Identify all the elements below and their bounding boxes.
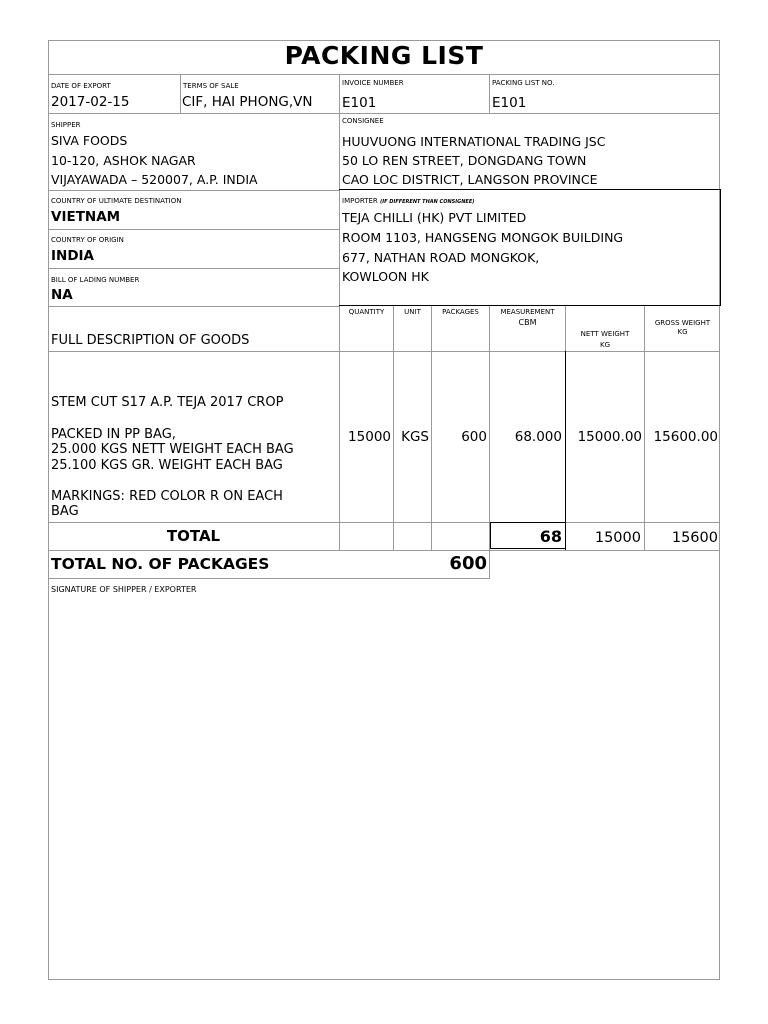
importer-line: TEJA CHILLI (HK) PVT LIMITED bbox=[342, 210, 527, 225]
date-of-export-label: DATE OF EXPORT bbox=[51, 82, 111, 90]
quantity-header: QUANTITY bbox=[348, 308, 385, 316]
shipper-line: SIVA FOODS bbox=[51, 133, 128, 148]
goods-description-line: 25.000 KGS NETT WEIGHT EACH BAG bbox=[51, 442, 294, 457]
shipper-line: 10-120, ASHOK NAGAR bbox=[51, 153, 196, 168]
item-measurement: 68.000 bbox=[514, 429, 562, 445]
divider bbox=[644, 306, 645, 550]
packing-list-no-label: PACKING LIST NO. bbox=[492, 79, 555, 87]
item-unit: KGS bbox=[401, 429, 429, 445]
gross-weight-unit: KG bbox=[677, 328, 688, 336]
total-packages-value: 600 bbox=[449, 553, 487, 574]
divider bbox=[48, 550, 720, 551]
importer-box-bottom bbox=[339, 305, 721, 306]
bill-of-lading-label: BILL OF LADING NUMBER bbox=[51, 276, 140, 284]
divider bbox=[48, 306, 339, 307]
consignee-line: CAO LOC DISTRICT, LANGSON PROVINCE bbox=[342, 172, 598, 187]
divider bbox=[48, 578, 490, 579]
terms-of-sale-value: CIF, HAI PHONG,VN bbox=[182, 94, 313, 110]
importer-label bbox=[342, 197, 475, 207]
terms-of-sale-label: TERMS OF SALE bbox=[183, 82, 239, 90]
weight-column-divider bbox=[565, 351, 566, 550]
divider bbox=[431, 306, 432, 550]
importer-line: 677, NATHAN ROAD MONGKOK, bbox=[342, 250, 540, 265]
packages-header: PACKAGES bbox=[442, 308, 479, 316]
importer-box-top bbox=[339, 189, 721, 190]
importer-line: KOWLOON HK bbox=[342, 269, 429, 284]
importer-title: IMPORTER bbox=[342, 197, 378, 205]
importer-line: ROOM 1103, HANGSENG MONGOK BUILDING bbox=[342, 230, 624, 245]
divider bbox=[393, 306, 394, 550]
total-measurement: 68 bbox=[539, 527, 562, 546]
origin-label: COUNTRY OF ORIGIN bbox=[51, 236, 124, 244]
page-title: PACKING LIST bbox=[284, 41, 484, 70]
divider bbox=[48, 351, 720, 352]
destination-value: VIETNAM bbox=[51, 209, 121, 225]
shipper-label: SHIPPER bbox=[51, 121, 81, 129]
gross-weight-header: GROSS WEIGHT bbox=[654, 319, 711, 327]
destination-label: COUNTRY OF ULTIMATE DESTINATION bbox=[51, 197, 182, 205]
description-header: FULL DESCRIPTION OF GOODS bbox=[51, 333, 250, 348]
measurement-unit: CBM bbox=[518, 318, 537, 327]
nett-weight-header: NETT WEIGHT bbox=[580, 330, 630, 338]
goods-description-line: MARKINGS: RED COLOR R ON EACH bbox=[51, 489, 283, 504]
packing-list-no-value: E101 bbox=[492, 95, 527, 111]
importer-box-right bbox=[720, 189, 721, 306]
bill-of-lading-value: NA bbox=[51, 287, 73, 303]
item-nett-weight: 15000.00 bbox=[577, 429, 642, 445]
divider bbox=[489, 74, 490, 113]
invoice-number-label: INVOICE NUMBER bbox=[342, 79, 404, 87]
total-gross-weight: 15600 bbox=[671, 530, 718, 546]
origin-value: INDIA bbox=[51, 248, 94, 264]
total-packages-label: TOTAL NO. OF PACKAGES bbox=[51, 555, 270, 573]
goods-description-line: 25.100 KGS GR. WEIGHT EACH BAG bbox=[51, 458, 283, 473]
nett-weight-unit: KG bbox=[599, 341, 610, 349]
total-label: TOTAL bbox=[166, 527, 221, 545]
goods-description-line: PACKED IN PP BAG, bbox=[51, 427, 176, 442]
date-of-export-value: 2017-02-15 bbox=[51, 94, 130, 110]
signature-label: SIGNATURE OF SHIPPER / EXPORTER bbox=[51, 585, 197, 594]
item-gross-weight: 15600.00 bbox=[653, 429, 718, 445]
goods-description-line: BAG bbox=[51, 504, 79, 519]
shipper-line: VIJAYAWADA – 520007, A.P. INDIA bbox=[51, 172, 258, 187]
item-packages: 600 bbox=[461, 429, 487, 445]
consignee-label: CONSIGNEE bbox=[342, 117, 384, 125]
unit-header: UNIT bbox=[404, 308, 421, 316]
item-quantity: 15000 bbox=[348, 429, 391, 445]
importer-note: (IF DIFFERENT THAN CONSIGNEE) bbox=[380, 199, 475, 205]
divider bbox=[48, 522, 720, 523]
measurement-header: MEASUREMENT bbox=[500, 308, 555, 316]
invoice-number-value: E101 bbox=[342, 95, 377, 111]
consignee-line: HUUVUONG INTERNATIONAL TRADING JSC bbox=[342, 134, 606, 149]
divider bbox=[48, 190, 339, 191]
goods-description-line: STEM CUT S17 A.P. TEJA 2017 CROP bbox=[51, 395, 284, 410]
divider bbox=[48, 74, 720, 75]
total-nett-weight: 15000 bbox=[594, 530, 641, 546]
divider bbox=[48, 113, 720, 114]
divider bbox=[48, 268, 339, 269]
divider bbox=[180, 74, 181, 113]
consignee-line: 50 LO REN STREET, DONGDANG TOWN bbox=[342, 153, 587, 168]
divider bbox=[48, 229, 339, 230]
